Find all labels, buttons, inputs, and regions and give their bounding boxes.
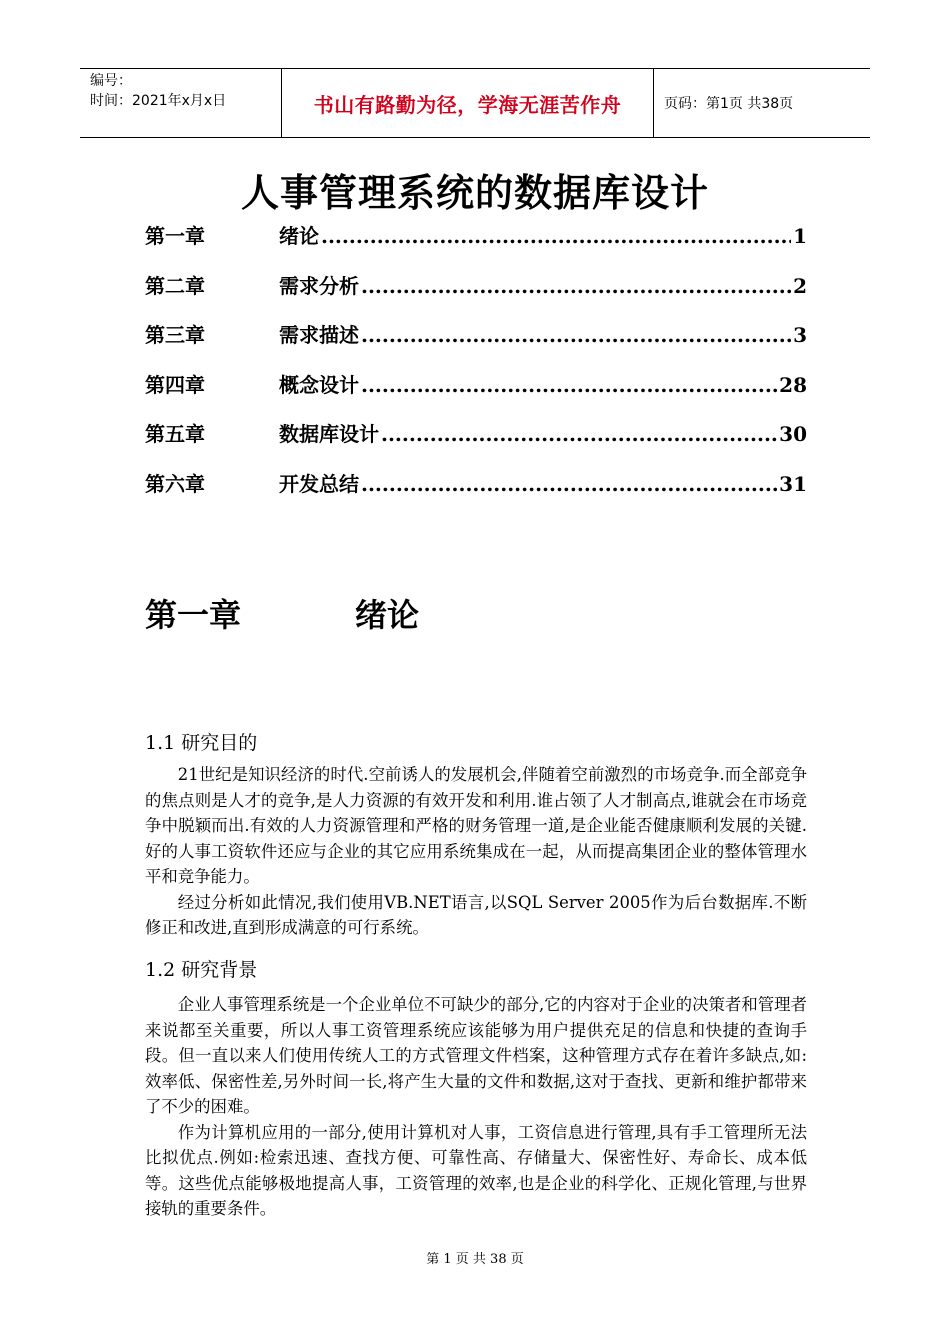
toc-page: 30 <box>779 422 807 447</box>
toc-chapter: 第一章 <box>145 224 205 248</box>
toc-leader <box>361 373 777 397</box>
toc-title: 概念设计 <box>279 372 359 397</box>
chapter-name: 绪论 <box>355 596 420 634</box>
toc-entry[interactable] <box>145 468 807 518</box>
toc-chapter: 第三章 <box>145 323 205 348</box>
toc-leader <box>321 224 791 248</box>
section-research-purpose <box>145 728 807 941</box>
paragraph: 企业人事管理系统是一个企业单位不可缺少的部分,它的内容对于企业的决策者和管理者来说都至关重要，所以人事工资管理系统应该能够为用户提供充足的信息和快捷的查询手段。但一直以来人们使用传统人工的方式管理文件档案，这种管理方式存在着许多缺点,如:效率低、保密性差,另外时间一长,将产生大量的文件和数据,这对于查找、更新和维护都带来了不少的困难。 <box>145 995 807 1116</box>
toc-chapter: 第四章 <box>145 372 205 397</box>
toc-page: 1 <box>793 224 807 248</box>
toc-entry[interactable] <box>145 319 807 369</box>
toc-leader <box>361 472 777 496</box>
toc-title: 数据库设计 <box>279 422 379 447</box>
number-label: 编号： <box>90 73 132 89</box>
toc-leader <box>361 274 791 298</box>
section-title: 1.1 研究目的 <box>145 732 258 754</box>
page-footer: 第 1 页 共 38 页 <box>426 1252 524 1267</box>
toc-chapter: 第六章 <box>145 471 205 496</box>
toc-title: 开发总结 <box>279 471 359 496</box>
toc-entry[interactable] <box>145 418 807 468</box>
toc-chapter: 第五章 <box>145 422 205 447</box>
toc-entry[interactable] <box>145 270 807 320</box>
header-page-info: 页码：第1页 共38页 <box>664 96 794 112</box>
paragraph: 作为计算机应用的一部分,使用计算机对人事，工资信息进行管理,具有手工管理所无法比拟优点.例如:检索迅速、查找方便、可靠性高、存储量大、保密性好、寿命长、成本低等。这些优点能够极地提高人事，工资管理的效率,也是企业的科学化、正规化管理,与世界接轨的重要条件。 <box>145 1122 807 1218</box>
toc-title: 需求分析 <box>279 273 359 298</box>
toc-chapter: 第二章 <box>145 273 205 298</box>
header-meta <box>80 69 282 137</box>
paragraph: 经过分析如此情况,我们使用VB.NET语言,以SQL Server 2005作为后台数据库.不断修正和改进,直到形成满意的可行系统。 <box>145 892 807 937</box>
page-header <box>80 68 870 138</box>
toc-entry[interactable] <box>145 220 807 270</box>
toc-page: 2 <box>793 273 807 298</box>
section-research-background <box>145 955 807 1222</box>
table-of-contents <box>145 220 807 518</box>
toc-page: 31 <box>779 471 807 496</box>
toc-title: 需求描述 <box>279 323 359 348</box>
time-label: 时间：2021年x月x日 <box>90 93 227 109</box>
toc-leader <box>361 323 791 347</box>
chapter-heading <box>145 590 419 636</box>
toc-title: 绪论 <box>279 224 319 248</box>
header-motto: 书山有路勤为径，学海无涯苦作舟 <box>282 69 654 137</box>
chapter-number: 第一章 <box>145 596 242 634</box>
paragraph: 21世纪是知识经济的时代.空前诱人的发展机会,伴随着空前激烈的市场竞争.而全部竞争的焦点则是人才的竞争,是人力资源的有效开发和利用.谁占领了人才制高点,谁就会在市场竞争中脱颖而出.有效的人力资源管理和严格的财务管理一道,是企业能否健康顺利发展的关键. 好的人事工资软件还应与企业的其它应用系统集成在一起，从而提高集团企业的整体管理水平和竞争能力。 <box>145 765 807 886</box>
document-title: 人事管理系统的数据库设计 <box>240 170 709 215</box>
toc-entry[interactable] <box>145 369 807 419</box>
toc-page: 3 <box>793 323 807 348</box>
toc-page: 28 <box>779 372 807 397</box>
section-title: 1.2 研究背景 <box>145 959 258 981</box>
toc-leader <box>381 422 777 446</box>
